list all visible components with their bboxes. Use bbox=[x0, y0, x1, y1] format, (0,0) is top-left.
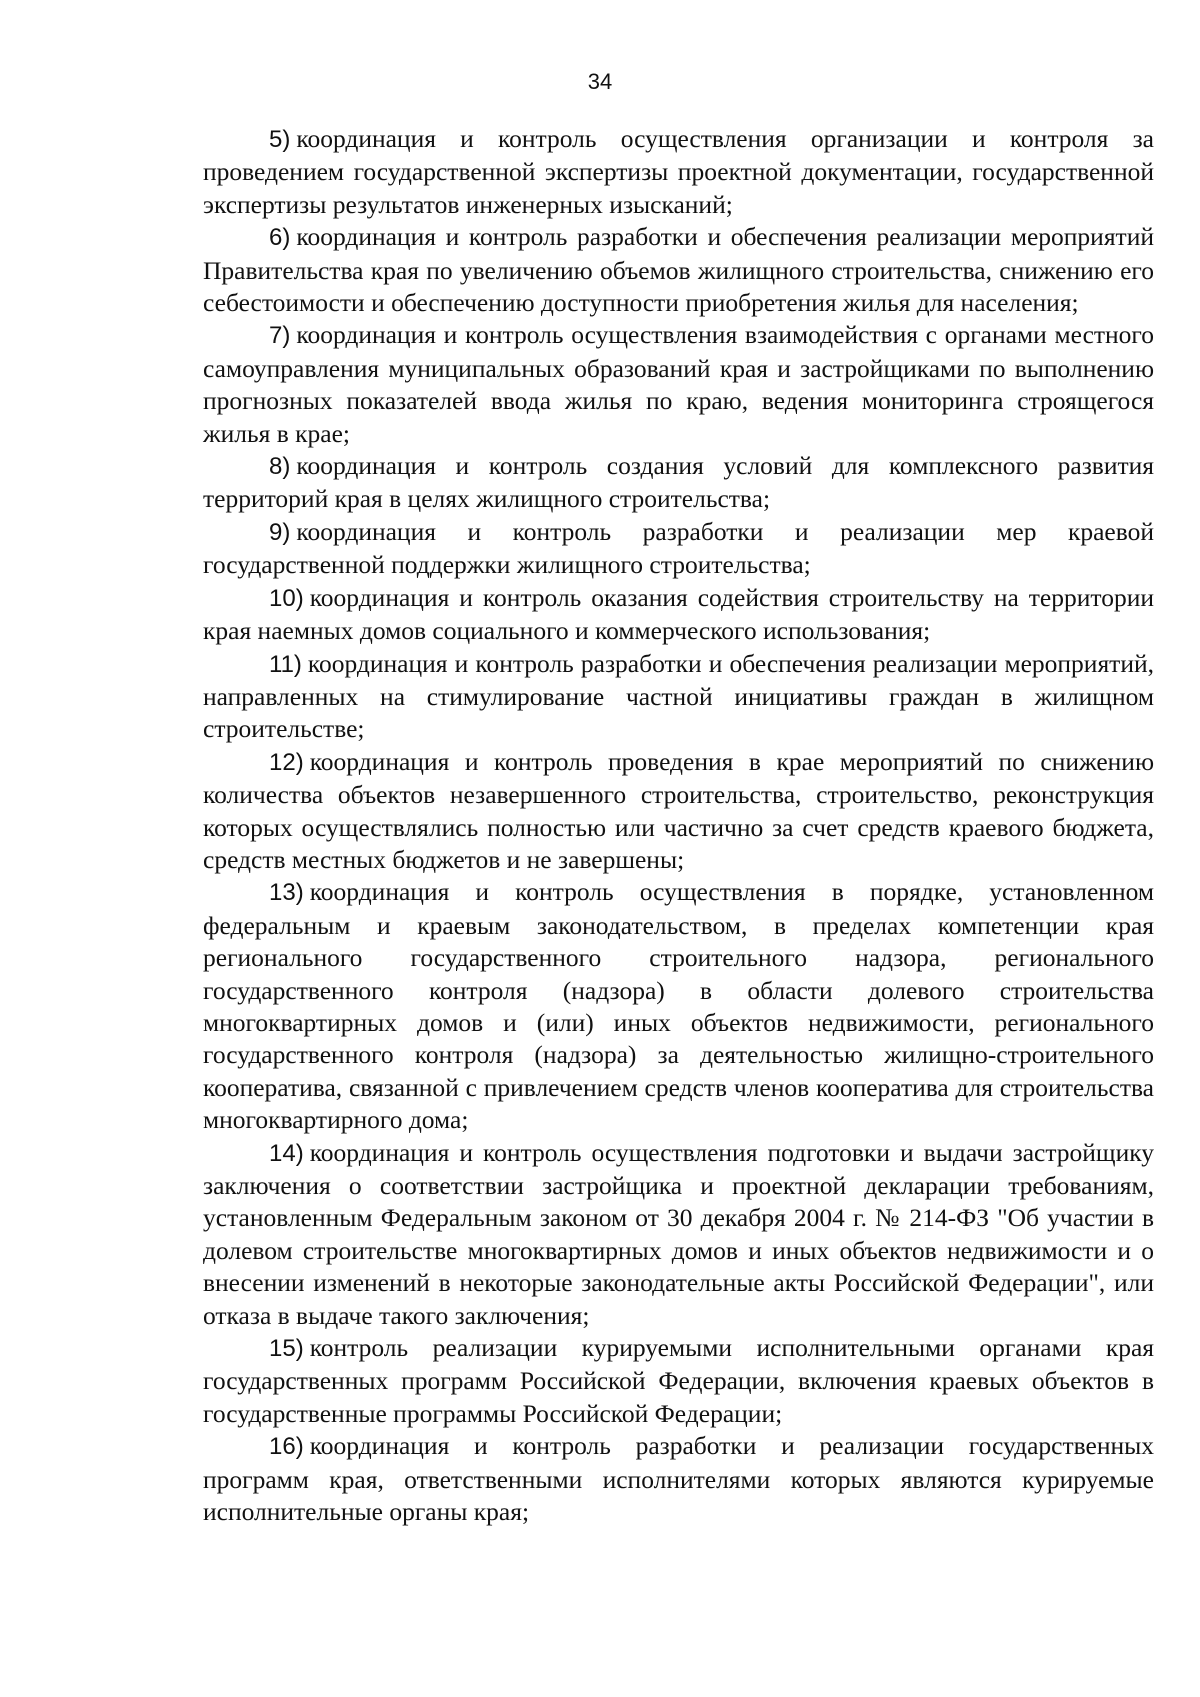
item-number: 15) bbox=[269, 1335, 304, 1363]
item-text: координация и контроль создания условий для комплексного развития территорий края в целях жилищного строительства; bbox=[203, 451, 1154, 514]
item-text: координация и контроль осуществления организации и контроля за проведением государственной экспертизы проектной документации, государственной экспертизы результатов инженерных изысканий; bbox=[203, 124, 1154, 219]
list-item bbox=[203, 746, 1154, 877]
item-text: координация и контроль проведения в крае мероприятий по снижению количества объектов незавершенного строительства, строительство, реконструкция которых осуществлялись полностью или частично за счет средств краевого бюджета, средств местных бюджетов и не завершены; bbox=[203, 746, 1154, 874]
list-item bbox=[203, 450, 1154, 516]
item-text: координация и контроль осуществления в порядке, установленном федеральным и краевым законодательством, в пределах компетенции края регионального государственного строительного надзора, регионального государственного контроля (надзора) в области долевого строительства многоквартирных домов и (или) иных объектов недвижимости, регионального государственного контроля (надзора) за деятельностью жилищно-строительного кооператива, связанной с привлечением средств членов кооператива для строительства многоквартирного дома; bbox=[203, 877, 1154, 1135]
list-item bbox=[203, 648, 1154, 746]
list-item bbox=[203, 516, 1154, 582]
list-item bbox=[203, 1137, 1154, 1332]
item-text: координация и контроль разработки и обеспечения реализации мероприятий Правительства края по увеличению объемов жилищного строительства, снижению его себестоимости и обеспечению доступности приобретения жилья для населения; bbox=[203, 222, 1154, 318]
item-number: 11) bbox=[269, 650, 302, 678]
document-body bbox=[203, 123, 1154, 1528]
list-item bbox=[203, 1332, 1154, 1430]
item-text: координация и контроль разработки и реализации государственных программ края, ответственными исполнителями которых являются курируемые исполнительные органы края; bbox=[203, 1431, 1154, 1527]
item-number: 8) bbox=[269, 453, 291, 481]
item-text: координация и контроль осуществления подготовки и выдачи застройщику заключения о соответствии застройщика и проектной декларации требованиям, установленным Федеральным законом от 30 декабря 2004 г. № 214-ФЗ "Об участии в долевом строительстве многоквартирных домов и иных объектов недвижимости и о внесении изменений в некоторые законодательные акты Российской Федерации", или отказа в выдаче такого заключения; bbox=[203, 1137, 1154, 1330]
item-text: координация и контроль оказания содействия строительству на территории края наемных домов социального и коммерческого использования; bbox=[203, 582, 1154, 646]
item-number: 12) bbox=[269, 748, 304, 776]
item-text: координация и контроль разработки и реализации мер краевой государственной поддержки жилищного строительства; bbox=[203, 516, 1154, 580]
item-number: 10) bbox=[269, 584, 304, 612]
item-number: 14) bbox=[269, 1139, 304, 1167]
item-number: 7) bbox=[269, 322, 291, 350]
item-text: координация и контроль осуществления взаимодействия с органами местного самоуправления муниципальных образований края и застройщиками по выполнению прогнозных показателей ввода жилья по краю, ведения мониторинга строящегося жилья в крае; bbox=[203, 320, 1154, 448]
list-item bbox=[203, 582, 1154, 648]
list-item bbox=[203, 221, 1154, 319]
item-number: 13) bbox=[269, 879, 304, 907]
item-number: 16) bbox=[269, 1433, 304, 1461]
list-item bbox=[203, 123, 1154, 221]
item-number: 5) bbox=[269, 126, 291, 153]
item-number: 9) bbox=[269, 518, 291, 546]
item-number: 6) bbox=[269, 224, 291, 252]
list-item bbox=[203, 1430, 1154, 1528]
page-number: 34 bbox=[587, 69, 613, 94]
list-item bbox=[203, 319, 1154, 450]
item-text: контроль реализации курируемыми исполнительными органами края государственных программ Российской Федерации, включения краевых объектов в государственные программы Российской Федерации; bbox=[203, 1333, 1154, 1428]
item-text: координация и контроль разработки и обеспечения реализации мероприятий, направленных на стимулирование частной инициативы граждан в жилищном строительстве; bbox=[203, 648, 1154, 744]
list-item bbox=[203, 876, 1154, 1136]
